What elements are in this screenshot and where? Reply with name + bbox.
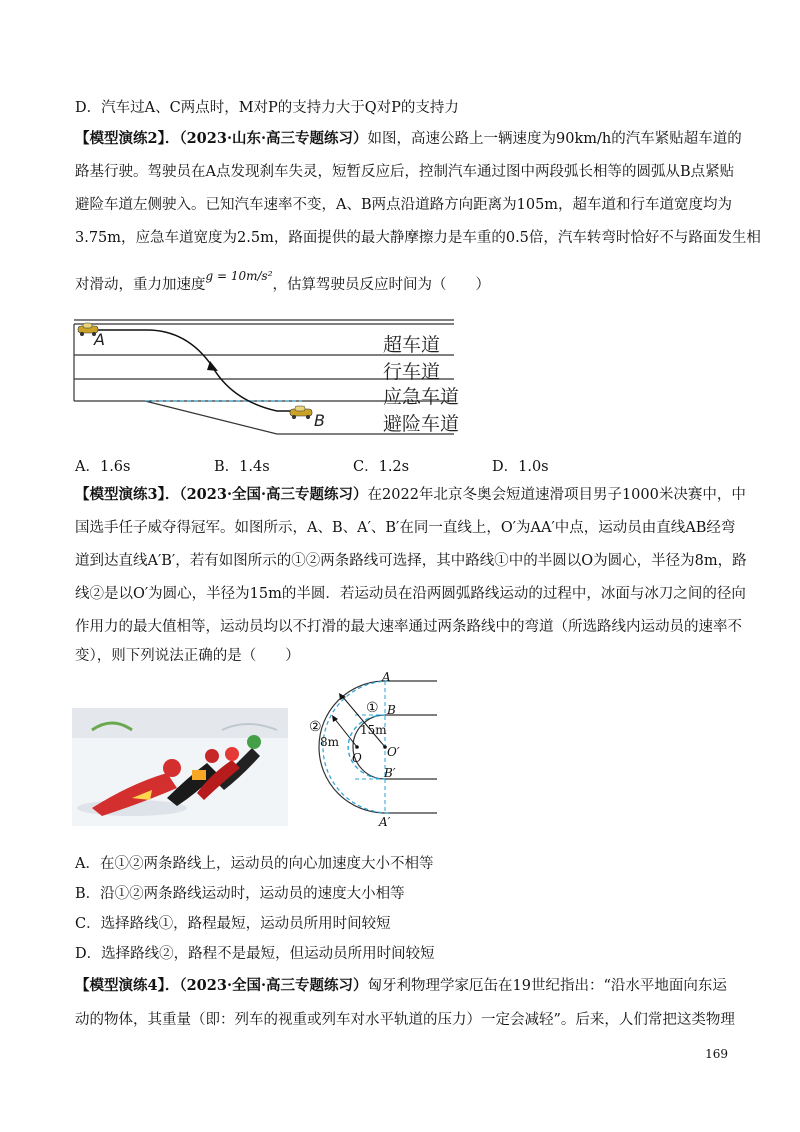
page-number: 169: [705, 1047, 728, 1061]
escape-lane-edge: [145, 401, 277, 434]
q1-option-d: D．汽车过A、C两点时，M对P的支持力大于Q对P的支持力: [75, 100, 459, 116]
q2-stem-text: 如图，高速公路上一辆速度为90km/h的汽车紧贴超车道的: [367, 131, 742, 147]
q3-stem-text: 在2022年北京冬奥会短道速滑项目男子1000米决赛中，中: [367, 487, 746, 503]
track-label-a-prime: A′: [379, 815, 391, 829]
gravity-formula: g = 10m/s²: [205, 269, 273, 283]
q3-option-b[interactable]: B．沿①②两条路线运动时，运动员的速度大小相等: [75, 886, 405, 902]
route-1-label: ①: [366, 700, 379, 716]
q3-tag: 【模型演练3】．（2023·全国·高三专题练习）: [75, 486, 368, 503]
q2-stem-text-b: ，估算驾驶员反应时间为（ ）: [272, 277, 491, 293]
q2-stem-line-1: [75, 130, 742, 148]
q4-tag: 【模型演练4】．（2023·全国·高三专题练习）: [75, 977, 368, 994]
q4-stem-line-2: 动的物体，其重量（即：列车的视重或列车对水平轨道的压力）一定会减轻”。后来，人们常把这类物理: [75, 1012, 735, 1028]
radius-8m-arrow-icon: [332, 715, 338, 722]
q3-stem-line-5: 作用力的最大值相等，运动员均以不打滑的最大速率通过两条路线中的弯道（所选路线内运动员的速率不: [75, 619, 742, 635]
q2-stem-line-3: 避险车道左侧驶入。已知汽车速率不变，A、B两点沿道路方向距离为105m，超车道和行车道宽度均为: [75, 197, 733, 213]
q4-stem-text: 匈牙利物理学家厄缶在19世纪指出：“沿水平地面向东运: [367, 978, 727, 994]
car-b-icon: [290, 406, 312, 419]
track-label-o-prime: O′: [387, 745, 400, 759]
q3-stem-line-3: 道到达直线A′B′，若有如图所示的①②两条路线可选择，其中路线①中的半圆以O为圆心，半径为8m，路: [75, 553, 747, 569]
lane-label-emergency: 应急车道: [383, 386, 460, 408]
vehicle-path: [96, 330, 296, 411]
track-label-a: A: [382, 670, 391, 684]
q3-stem-line-4: 线②是以O′为圆心，半径为15m的半圆．若运动员在沿两圆弧路线运动的过程中，冰面与冰刀之间的径向: [75, 586, 746, 602]
center-o-dot: [355, 745, 359, 749]
q3-option-d[interactable]: D．选择路线②，路程不是最短，但运动员所用时间较短: [75, 946, 435, 962]
q4-stem-line-1: [75, 977, 727, 995]
q2-option-a[interactable]: A．1.6s: [75, 459, 131, 475]
speed-skating-photo: [72, 708, 288, 826]
q3-stem-line-6: 变），则下列说法正确的是（ ）: [75, 648, 300, 664]
q2-option-d[interactable]: D．1.0s: [492, 459, 549, 475]
q3-stem-line-2: 国选手任子威夺得冠军。如图所示，A、B、A′、B′在同一直线上，O′为AA′中点，运动员由直线AB经弯: [75, 520, 736, 536]
q3-option-c[interactable]: C．选择路线①，路程最短，运动员所用时间较短: [75, 916, 391, 932]
label-point-b: B: [314, 411, 325, 430]
q3-option-a[interactable]: A．在①②两条路线上，运动员的向心加速度大小不相等: [75, 856, 434, 872]
track-diagram: [292, 668, 437, 833]
lane-label-escape: 避险车道: [383, 413, 460, 435]
lane-label-driving: 行车道: [383, 361, 441, 383]
track-label-b-prime: B′: [384, 766, 396, 780]
track-label-o: O: [352, 751, 362, 765]
q2-options: [0, 455, 800, 475]
radius-8m-label: 8m: [320, 735, 340, 749]
q2-tag: 【模型演练2】．（2023·山东·高三专题练习）: [75, 130, 368, 147]
lane-label-overtaking: 超车道: [383, 334, 441, 356]
skaters-illustration: [72, 708, 288, 826]
label-point-a: A: [94, 330, 105, 349]
q2-stem-line-5: [75, 269, 491, 294]
q3-stem-line-1: [75, 486, 746, 504]
q2-stem-line-2: 路基行驶。驾驶员在A点发现刹车失灵，短暂反应后，控制汽车通过图中两段弧长相等的圆弧从B点紧贴: [75, 164, 735, 180]
route-2-label: ②: [309, 719, 322, 735]
q2-option-b[interactable]: B．1.4s: [214, 459, 270, 475]
q2-stem-line-4: 3.75m，应急车道宽度为2.5m，路面提供的最大静摩擦力是车重的0.5倍，汽车转弯时恰好不与路面发生相: [75, 230, 761, 246]
radius-15m-label: 15m: [360, 723, 387, 737]
q2-stem-text-a: 对滑动，重力加速度: [75, 277, 206, 293]
q2-option-c[interactable]: C．1.2s: [353, 459, 410, 475]
track-label-b: B: [387, 703, 396, 717]
